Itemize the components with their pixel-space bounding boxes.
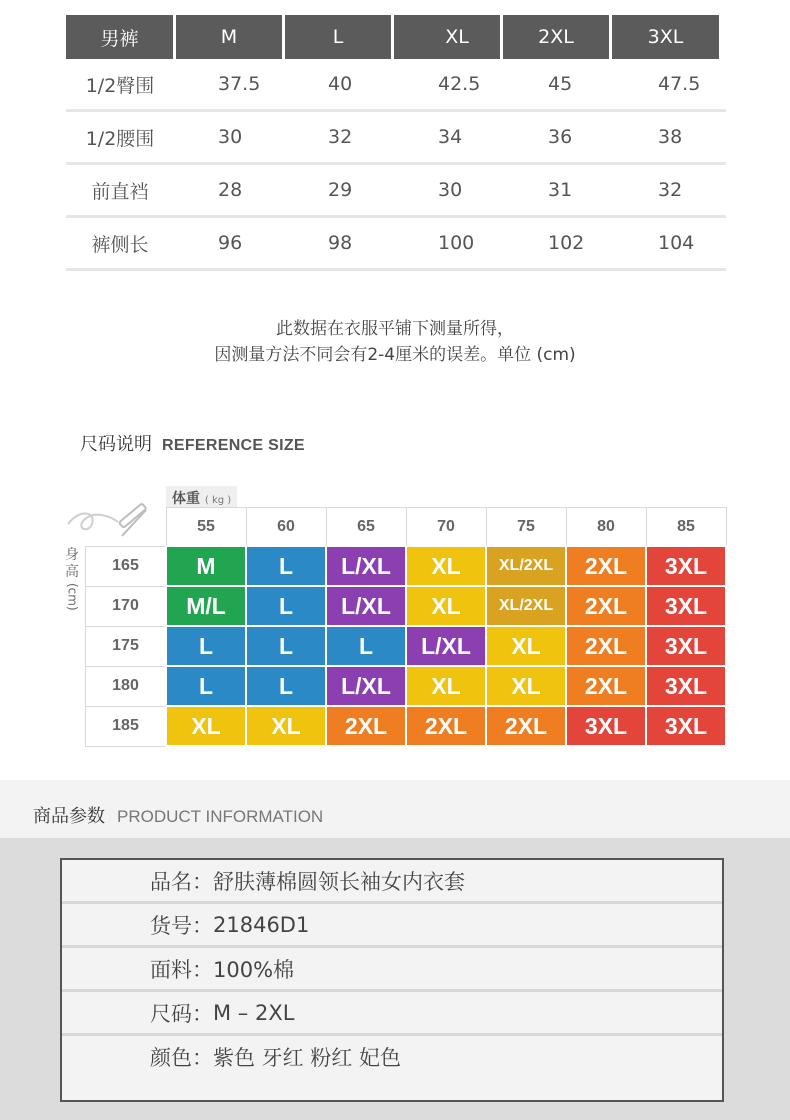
size-cell: 2XL (326, 706, 406, 746)
size-cell: L (246, 666, 326, 706)
note-line: 因测量方法不同会有2-4厘米的误差。单位 (cm) (214, 345, 576, 365)
table-cell: 42.5 (438, 73, 481, 95)
product-info-row (62, 948, 722, 992)
height-row (86, 586, 727, 626)
table-cell: 100 (438, 232, 475, 254)
table-cell: 30 (218, 126, 243, 148)
row-label: 1/2腰围 (85, 127, 155, 150)
info-label: 颜色： (150, 1045, 213, 1070)
height-row (86, 666, 727, 706)
height-row (86, 626, 727, 666)
product-info-title-en: PRODUCT INFORMATION (117, 807, 324, 826)
measurement-note (0, 316, 790, 368)
height-header-cell: 185 (86, 706, 167, 746)
height-header-cell: 165 (86, 546, 167, 586)
height-axis-label (60, 547, 84, 611)
reference-size-grid (85, 507, 727, 747)
grid-corner (86, 508, 167, 547)
size-cell: XL (246, 706, 326, 746)
table-cell: 104 (658, 232, 695, 254)
size-cell: XL (406, 546, 486, 586)
row-label: 裤侧长 (91, 233, 149, 256)
table-cell: 31 (548, 179, 573, 201)
product-info-title-cn: 商品参数 (33, 806, 105, 827)
table-cell: 36 (548, 126, 573, 148)
size-cell: 2XL (566, 666, 646, 706)
row-label: 前直裆 (91, 180, 149, 203)
product-info-title (33, 802, 323, 828)
table-cell: 32 (328, 126, 353, 148)
size-cell: XL/2XL (486, 546, 566, 586)
size-cell: 2XL (566, 586, 646, 626)
height-label-text: 身高 (65, 547, 79, 580)
size-cell: XL/2XL (486, 586, 566, 626)
size-cell: XL (406, 586, 486, 626)
size-cell: 2XL (566, 546, 646, 586)
table-cell: 40 (328, 73, 353, 95)
height-header-cell: 180 (86, 666, 167, 706)
size-cell: 3XL (646, 626, 726, 666)
info-value: 舒肤薄棉圆领长袖女内衣套 (213, 869, 465, 894)
info-label: 面料： (150, 957, 213, 982)
height-row (86, 546, 727, 586)
size-cell: 3XL (646, 546, 726, 586)
size-cell: 3XL (646, 706, 726, 746)
weight-header-cell: 75 (486, 508, 566, 547)
row-label: 1/2臀围 (85, 74, 155, 97)
size-cell: L (166, 666, 246, 706)
header-cell: 2XL (503, 15, 609, 59)
table-cell: 30 (438, 179, 463, 201)
note-line: 此数据在衣服平铺下测量所得， (276, 319, 514, 339)
product-info-row (62, 992, 722, 1036)
info-label: 品名： (150, 869, 213, 894)
size-cell: XL (486, 626, 566, 666)
info-label: 货号： (150, 913, 213, 938)
table-cell: 102 (548, 232, 585, 254)
table-cell: 32 (658, 179, 683, 201)
size-cell: 2XL (406, 706, 486, 746)
table-cell: 37.5 (218, 73, 261, 95)
table-cell: 96 (218, 232, 243, 254)
weight-header-cell: 80 (566, 508, 646, 547)
weight-header-cell: 60 (246, 508, 326, 547)
info-label: 尺码： (150, 1001, 213, 1026)
size-cell: L/XL (326, 546, 406, 586)
table-row (66, 59, 726, 112)
size-cell: M (166, 546, 246, 586)
table-cell: 98 (328, 232, 353, 254)
header-cell: L (285, 15, 391, 59)
size-cell: XL (166, 706, 246, 746)
product-info-row (62, 860, 722, 904)
info-value: 紫色 牙红 粉红 妃色 (213, 1045, 402, 1070)
height-unit: (cm) (65, 583, 80, 611)
weight-label-text: 体重 (172, 491, 200, 507)
header-cell: 3XL (612, 15, 719, 59)
product-info-box (60, 858, 724, 1102)
height-header-cell: 175 (86, 626, 167, 666)
table-cell: 45 (548, 73, 573, 95)
size-cell: L (246, 546, 326, 586)
weight-header-cell: 55 (166, 508, 246, 547)
table-cell: 34 (438, 126, 463, 148)
table-cell: 29 (328, 179, 353, 201)
size-table-header (66, 15, 726, 59)
size-cell: XL (486, 666, 566, 706)
header-cell: XL (394, 15, 500, 59)
size-cell: L (326, 626, 406, 666)
size-cell: 3XL (566, 706, 646, 746)
table-cell: 38 (658, 126, 683, 148)
size-cell: L/XL (326, 586, 406, 626)
table-cell: 47.5 (658, 73, 701, 95)
size-cell: M/L (166, 586, 246, 626)
table-row (66, 112, 726, 165)
header-cell: M (176, 15, 282, 59)
table-cell: 28 (218, 179, 243, 201)
size-measurement-table (66, 15, 726, 271)
info-value: M – 2XL (213, 1000, 295, 1025)
table-row (66, 218, 726, 271)
info-value: 21846D1 (213, 912, 310, 937)
height-row (86, 706, 727, 746)
size-cell: L (246, 586, 326, 626)
size-cell: 2XL (486, 706, 566, 746)
weight-header-cell: 70 (406, 508, 486, 547)
product-info-row (62, 904, 722, 948)
weight-header-cell: 65 (326, 508, 406, 547)
size-cell: 2XL (566, 626, 646, 666)
info-value: 100%棉 (213, 957, 295, 982)
weight-header-row (86, 508, 727, 547)
product-info-row (62, 1036, 722, 1077)
size-cell: L/XL (326, 666, 406, 706)
size-cell: 3XL (646, 666, 726, 706)
size-cell: L (166, 626, 246, 666)
size-cell: 3XL (646, 586, 726, 626)
weight-header-cell: 85 (646, 508, 726, 547)
reference-title-cn: 尺码说明 (80, 434, 152, 455)
size-cell: XL (406, 666, 486, 706)
table-row (66, 165, 726, 218)
height-header-cell: 170 (86, 586, 167, 626)
size-cell: L/XL (406, 626, 486, 666)
reference-title-en: REFERENCE SIZE (162, 437, 305, 454)
size-cell: L (246, 626, 326, 666)
reference-size-title (80, 430, 305, 456)
weight-unit: ( kg ) (204, 495, 232, 506)
header-cell: 男裤 (66, 15, 173, 59)
